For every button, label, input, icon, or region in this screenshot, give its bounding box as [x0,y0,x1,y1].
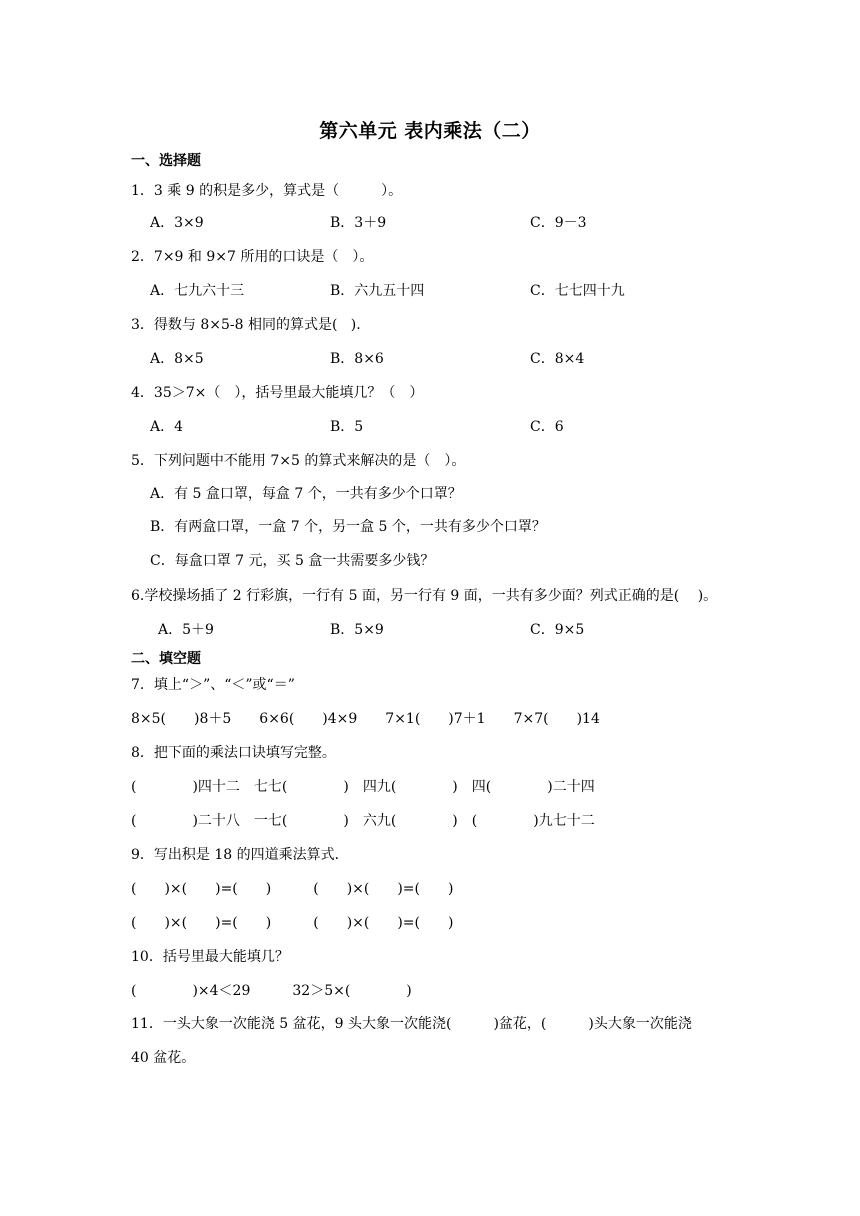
question-8-stem: 8．把下面的乘法口诀填写完整。 [131,745,336,761]
question-2-option-c[interactable]: C．七七四十九 [530,283,625,299]
question-8-blanks-row-2[interactable]: ( )二十八 一七( ) 六九( ) ( )九七十二 [131,813,595,829]
question-1-stem: 1．3 乘 9 的积是多少，算式是（ ）。 [131,183,403,199]
question-6-option-b[interactable]: B．5×9 [330,622,384,638]
question-7-blanks[interactable]: 8×5( )8＋5 6×6( )4×9 7×1( )7＋1 7×7( )14 [131,711,600,727]
question-3-option-b[interactable]: B．8×6 [330,351,384,367]
question-9-blanks-row-2[interactable]: ( )×( )=( ) ( )×( )=( ) [131,915,454,931]
question-4-option-c[interactable]: C．6 [530,419,564,435]
question-6-stem: 6.学校操场插了 2 行彩旗，一行有 5 面，另一行有 9 面，一共有多少面？列式正确的是( )。 [131,588,718,604]
question-10-blanks[interactable]: ( )×4＜29 32＞5×( ) [131,983,412,999]
section-fill-heading: 二、填空题 [131,651,201,667]
question-4-option-a[interactable]: A．4 [150,419,184,435]
question-10-stem: 10．括号里最大能填几？ [131,949,289,965]
question-4-option-b[interactable]: B．5 [330,419,364,435]
question-1-option-c[interactable]: C．9－3 [530,215,587,231]
question-9-stem: 9．写出积是 18 的四道乘法算式． [131,847,349,863]
section-choice-heading: 一、选择题 [131,153,201,169]
question-5-option-b[interactable]: B．有两盒口罩，一盒 7 个，另一盒 5 个，一共有多少个口罩？ [150,519,546,535]
question-3-stem: 3．得数与 8×5-8 相同的算式是( ). [131,317,361,333]
question-3-option-c[interactable]: C．8×4 [530,351,585,367]
question-8-blanks-row-1[interactable]: ( )四十二 七七( ) 四九( ) 四( )二十四 [131,779,595,795]
question-2-option-a[interactable]: A．七九六十三 [150,283,245,299]
question-11-line-2: 40 盆花。 [131,1050,196,1066]
question-2-option-b[interactable]: B．六九五十四 [330,283,425,299]
question-4-stem: 4．35＞7×（ ），括号里最大能填几？（ ） [131,385,424,401]
question-6-option-c[interactable]: C．9×5 [530,622,585,638]
question-5-option-c[interactable]: C．每盒口罩 7 元，买 5 盒一共需要多少钱？ [150,553,435,569]
question-11-line-1[interactable]: 11．一头大象一次能浇 5 盆花，9 头大象一次能浇( )盆花，( )头大象一次能浇 [131,1016,692,1032]
question-9-blanks-row-1[interactable]: ( )×( )=( ) ( )×( )=( ) [131,881,454,897]
question-1-option-b[interactable]: B．3＋9 [330,215,387,231]
question-2-stem: 2．7×9 和 9×7 所用的口诀是（ ）。 [131,249,374,265]
question-5-option-a[interactable]: A．有 5 盒口罩，每盒 7 个，一共有多少个口罩？ [150,486,462,502]
question-1-option-a[interactable]: A．3×9 [150,215,204,231]
question-6-option-a[interactable]: A．5＋9 [158,622,214,638]
question-3-option-a[interactable]: A．8×5 [150,351,204,367]
question-7-stem: 7．填上“＞”、“＜”或“＝” [131,677,295,693]
page-title: 第六单元 表内乘法（二） [319,120,541,142]
question-5-stem: 5．下列问题中不能用 7×5 的算式来解决的是（ ）。 [131,453,466,469]
